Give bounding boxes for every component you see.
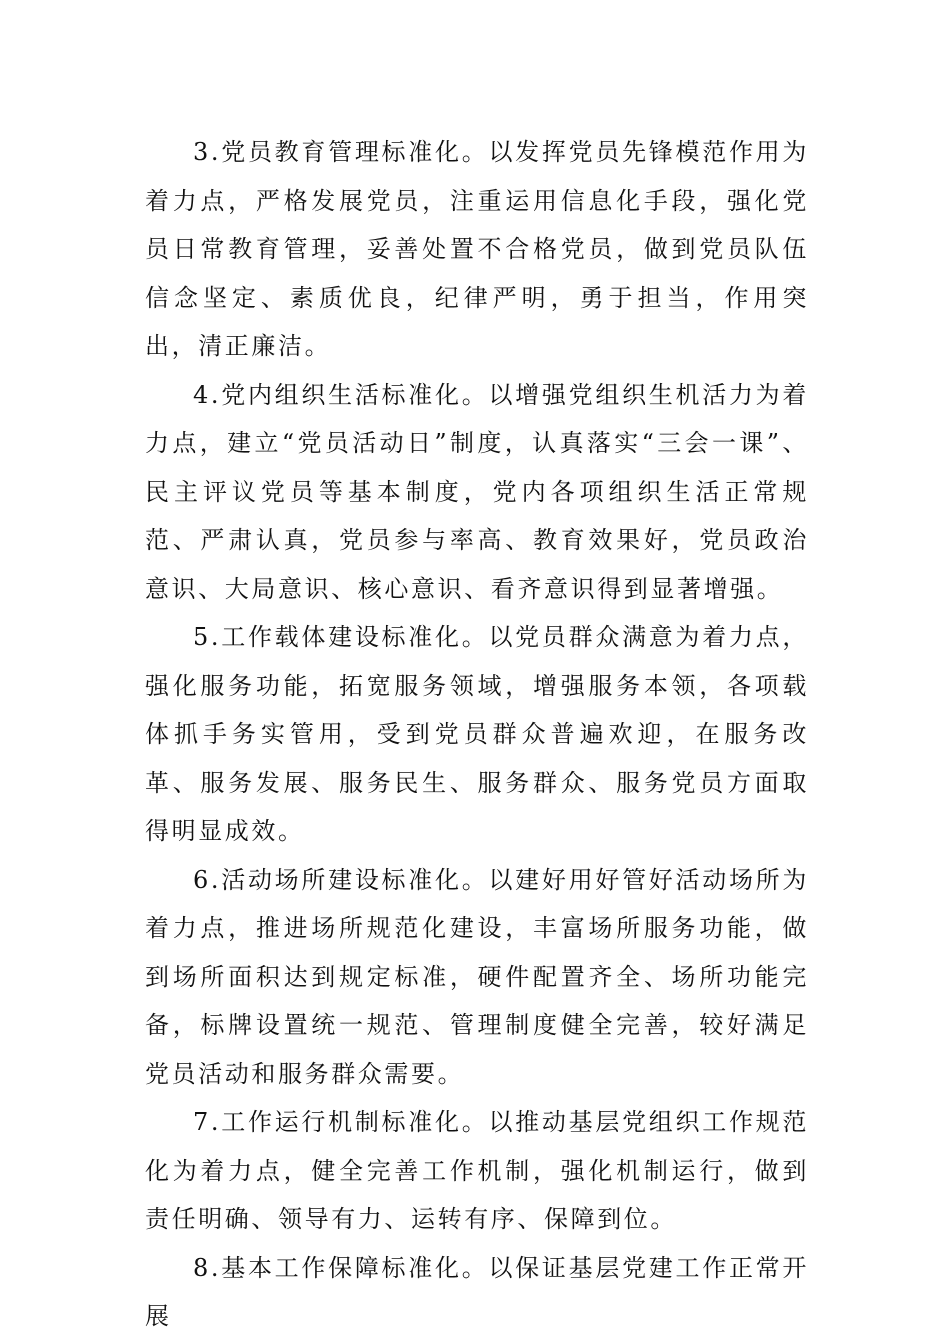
paragraph-item-4: 4.党内组织生活标准化。以增强党组织生机活力为着力点，建立“党员活动日”制度，认真落实“三会一课”、民主评议党员等基本制度，党内各项组织生活正常规范、严肃认真，党员参与率高、教育效果好，党员政治意识、大局意识、核心意识、看齐意识得到显著增强。 <box>145 380 809 603</box>
paragraph-item-7: 7.工作运行机制标准化。以推动基层党组织工作规范化为着力点，健全完善工作机制，强化机制运行，做到责任明确、领导有力、运转有序、保障到位。 <box>145 1108 809 1233</box>
paragraph-item-8: 8.基本工作保障标准化。以保证基层党建工作正常开展 <box>145 1253 809 1330</box>
document-body <box>145 128 809 1341</box>
paragraph-item-3: 3.党员教育管理标准化。以发挥党员先锋模范作用为着力点，严格发展党员，注重运用信息化手段，强化党员日常教育管理，妥善处置不合格党员，做到党员队伍信念坚定、素质优良，纪律严明，勇于担当，作用突出，清正廉洁。 <box>145 138 809 360</box>
paragraph-item-6: 6.活动场所建设标准化。以建好用好管好活动场所为着力点，推进场所规范化建设，丰富场所服务功能，做到场所面积达到规定标准，硬件配置齐全、场所功能完备，标牌设置统一规范、管理制度健全完善，较好满足党员活动和服务群众需要。 <box>145 865 809 1088</box>
paragraph-item-5: 5.工作载体建设标准化。以党员群众满意为着力点，强化服务功能，拓宽服务领域，增强服务本领，各项载体抓手务实管用，受到党员群众普遍欢迎，在服务改革、服务发展、服务民生、服务群众、服务党员方面取得明显成效。 <box>145 623 809 845</box>
